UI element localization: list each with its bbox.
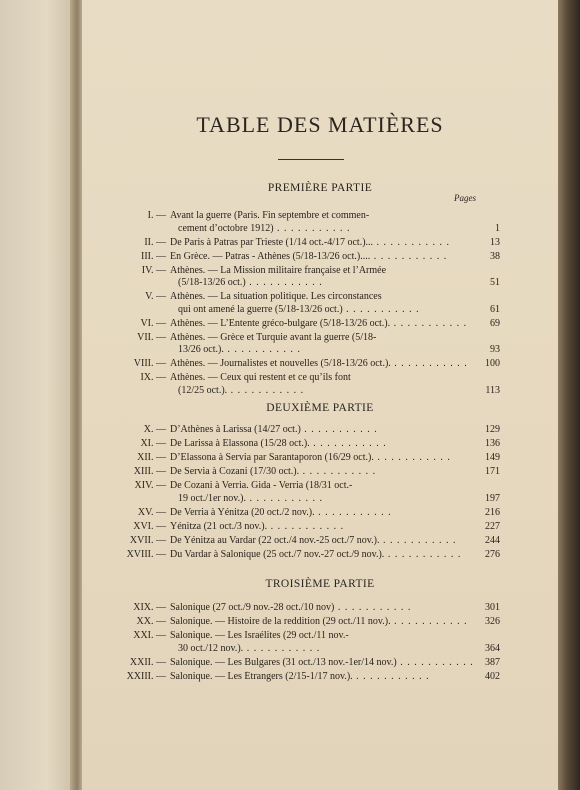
toc-entry (122, 671, 542, 684)
chapter-title: D’Athènes à Larissa (14/27 oct.) . . . (170, 424, 478, 437)
toc-entry (122, 237, 542, 250)
toc-entry (122, 210, 542, 235)
chapter-title: En Grèce. — Patras - Athènes (5/18-13/26 oct.).... . . . (170, 251, 478, 264)
chapter-title: D’Elassona à Servia par Sarantaporon (16/29 oct.). . . . (170, 452, 478, 465)
chapter-title: De Larissa à Elassona (15/28 oct.). . . . (170, 438, 478, 451)
toc-entry (122, 521, 542, 534)
toc-entry (122, 372, 542, 397)
page-number: 244 (485, 534, 500, 546)
page-number: 93 (490, 344, 500, 355)
toc-entry (122, 535, 542, 548)
chapter-number: XX. — (136, 616, 166, 627)
chapter-title: Salonique. — Les Israélites (29 oct./11 nov.- 30 oct./12 nov.). . . . (170, 630, 478, 655)
chapter-title: Salonique. — Histoire de la reddition (29 oct./11 nov.). . . . (170, 616, 478, 629)
toc-entry (122, 452, 542, 465)
chapter-number: XII. — (137, 452, 166, 463)
chapter-title: De Servia à Cozani (17/30 oct.). . . . (170, 466, 478, 479)
chapter-title: De Verria à Yénitza (20 oct./2 nov.). . . . (170, 507, 478, 520)
page-number: 38 (490, 250, 500, 262)
chapter-number: XIX. — (133, 602, 166, 613)
toc-entry (122, 549, 542, 562)
page-number: 402 (485, 670, 500, 682)
page-number: 301 (485, 602, 500, 613)
table-of-contents-page (82, 0, 558, 790)
chapter-title: De Cozani à Verria. Gida - Verria (18/31 oct.- 19 oct./1er nov.). . . . (170, 480, 478, 505)
pages-column-label: Pages (454, 193, 476, 203)
chapter-number: XI. — (140, 438, 166, 449)
chapter-title: De Paris à Patras par Trieste (1/14 oct.-4/17 oct.)... . . . (170, 237, 478, 250)
page-number: 69 (490, 317, 500, 329)
chapter-title: Athènes. — La Mission militaire française et l’Armée (5/18-13/26 oct.) . . . (170, 265, 478, 290)
page-number: 129 (485, 424, 500, 435)
chapter-number: VII. — (137, 331, 166, 343)
chapter-number: XXI. — (133, 630, 166, 641)
chapter-number: VI. — (140, 317, 166, 329)
chapter-title: Athènes. — Ceux qui restent et ce qu’ils font (12/25 oct.). . . . (170, 372, 478, 397)
toc-entry (122, 318, 542, 331)
left-page-edge (0, 0, 78, 790)
toc-entry (122, 657, 542, 670)
toc-entry (122, 358, 542, 371)
page-number: 149 (485, 452, 500, 463)
toc-entry (122, 291, 542, 316)
toc-entry (122, 480, 542, 505)
toc-entry (122, 424, 542, 437)
chapter-title: Avant la guerre (Paris. Fin septembre et commen- cement d’octobre 1912) . . . (170, 210, 478, 235)
chapter-number: XXII. — (129, 656, 166, 668)
page-number: 61 (490, 303, 500, 315)
chapter-number: XIV. — (134, 480, 166, 491)
chapter-number: XVII. — (129, 534, 166, 546)
chapter-title: Du Vardar à Salonique (25 oct./7 nov.-27 oct./9 nov.). . . . (170, 549, 478, 562)
chapter-number: XVIII. — (126, 548, 166, 560)
part-heading: PREMIÈRE PARTIE (267, 182, 373, 194)
chapter-number: II. — (144, 236, 166, 248)
toc-entry (122, 251, 542, 264)
toc-entry (122, 630, 542, 655)
page-number: 216 (485, 506, 500, 518)
chapter-title: Athènes. — Journalistes et nouvelles (5/18-13/26 oct.). . . . (170, 358, 478, 371)
chapter-number: XXIII. — (126, 670, 166, 682)
chapter-number: IX. — (140, 372, 166, 383)
page-edge-right (558, 0, 580, 790)
chapter-number: III. — (141, 250, 166, 262)
page-title: TABLE DES MATIÈRES (196, 112, 444, 137)
chapter-number: VIII. — (133, 358, 166, 369)
chapter-number: V. — (145, 291, 166, 302)
chapter-title: Yénitza (21 oct./3 nov.). . . . (170, 521, 478, 534)
page-number: 197 (485, 492, 500, 504)
page-number: 1 (495, 222, 500, 234)
page-number: 113 (485, 384, 500, 396)
page-number: 51 (490, 277, 500, 288)
chapter-title: Athènes. — L’Entente gréco-bulgare (5/18-13/26 oct.). . . . (170, 318, 478, 331)
chapter-number: I. — (147, 210, 166, 221)
part-heading: TROISIÈME PARTIE (265, 578, 375, 590)
toc-entry (122, 438, 542, 451)
toc-entry (122, 507, 542, 520)
chapter-title: Salonique. — Les Bulgares (31 oct./13 nov.-1er/14 nov.) . . . (170, 657, 478, 670)
page-number: 276 (485, 548, 500, 560)
part-heading: DEUXIÈME PARTIE (266, 402, 374, 414)
chapter-number: X. — (143, 424, 166, 435)
chapter-number: XV. — (137, 506, 166, 518)
chapter-title: Salonique (27 oct./9 nov.-28 oct./10 nov) . . . (170, 602, 478, 615)
chapter-number: XIII. — (133, 466, 166, 477)
chapter-number: XVI. — (133, 520, 166, 532)
page-number: 364 (485, 642, 500, 654)
chapter-title: Athènes. — La situation politique. Les circonstances qui ont amené la guerre (5/18-13/26 oct.) . . . (170, 291, 478, 316)
chapter-title: Athènes. — Grèce et Turquie avant la guerre (5/18- 13/26 oct.). . . . (170, 332, 478, 357)
page-number: 227 (485, 520, 500, 532)
toc-entry (122, 265, 542, 290)
page-number: 387 (485, 656, 500, 668)
toc-entry (122, 616, 542, 629)
toc-entry (122, 602, 542, 615)
toc-entry (122, 332, 542, 357)
page-number: 326 (485, 616, 500, 627)
page-number: 171 (485, 466, 500, 477)
chapter-title: De Yénitza au Vardar (22 oct./4 nov.-25 oct./7 nov.). . . . (170, 535, 478, 548)
title-divider (278, 159, 344, 160)
toc-entry (122, 466, 542, 479)
chapter-title: Salonique. — Les Étrangers (2/15-1/17 nov.). . . . (170, 671, 478, 684)
page-number: 13 (490, 236, 500, 248)
chapter-number: IV. — (141, 264, 166, 276)
page-number: 136 (485, 438, 500, 449)
page-number: 100 (485, 358, 500, 369)
